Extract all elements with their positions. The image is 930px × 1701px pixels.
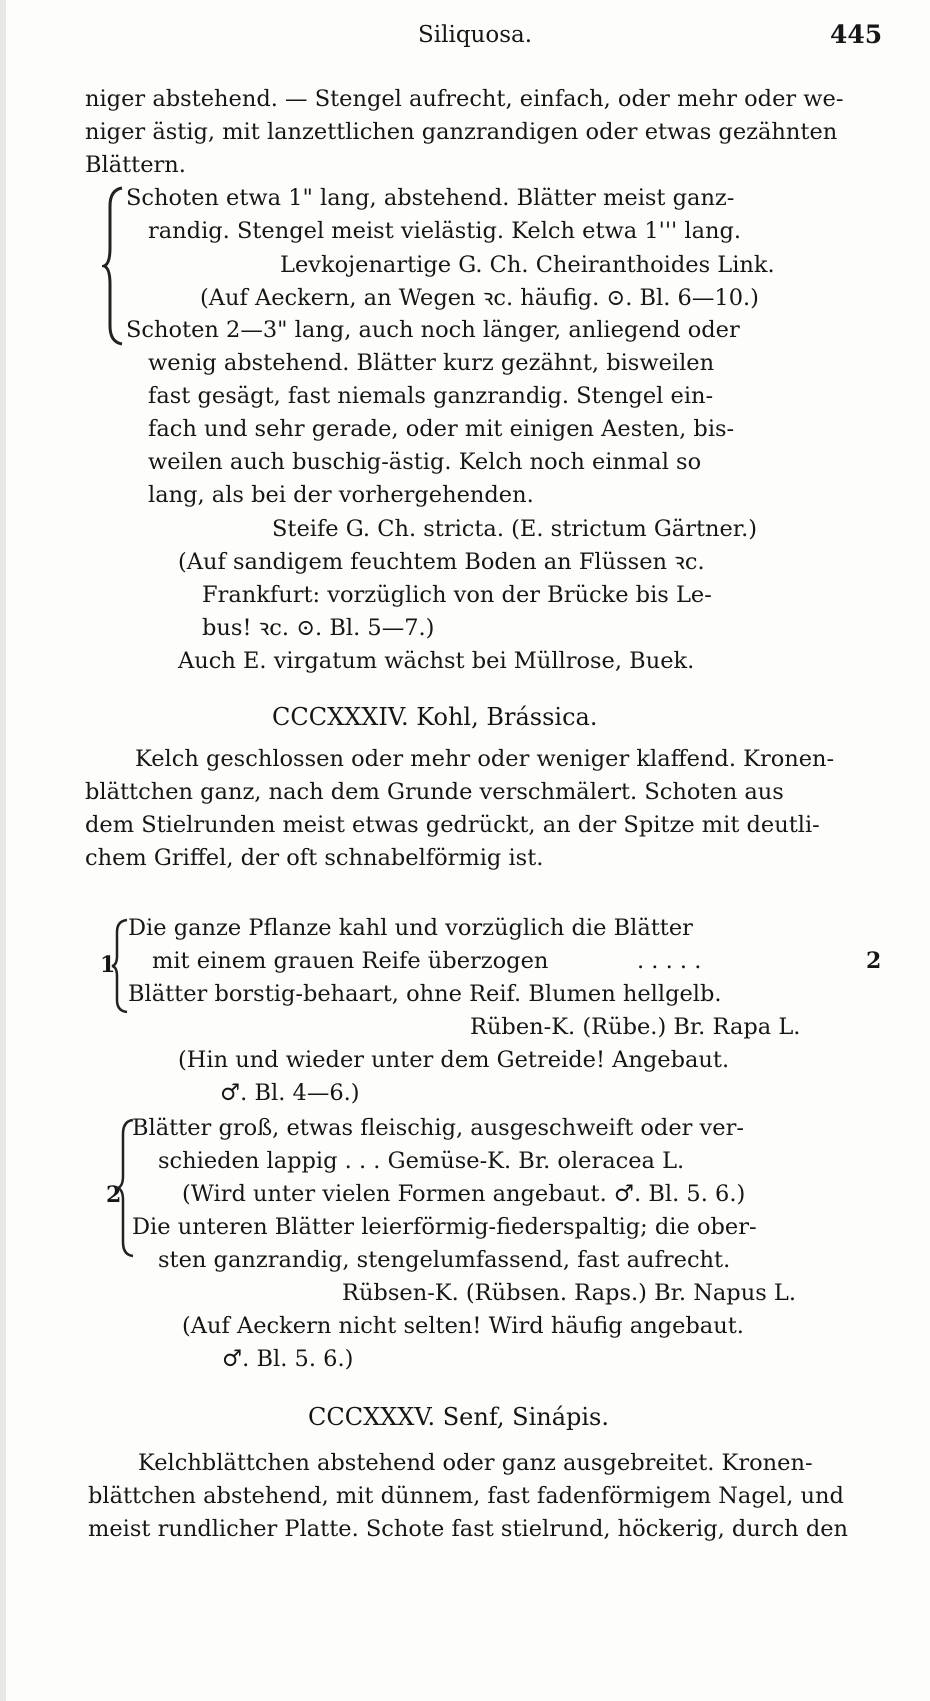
genus-heading-brassica: CCCXXXIV. Kohl, Brássica. <box>272 703 598 731</box>
habitat-note: (Auf sandigem feuchtem Boden an Flüssen ꝛc. <box>178 549 705 575</box>
species-rapa: Rüben-K. (Rübe.) Br. Rapa L. <box>470 1014 801 1040</box>
intro-line: niger abstehend. — Stengel aufrecht, einfach, oder mehr oder we- <box>85 86 844 112</box>
intro-line: Blättern. <box>85 152 186 178</box>
key-2a: schieden lappig . . . Gemüse-K. Br. oleracea L. <box>158 1148 685 1174</box>
key-reference: 2 <box>866 948 882 974</box>
habitat-note: (Hin und wieder unter dem Getreide! Angebaut. <box>178 1047 730 1073</box>
genus-description: Kelchblättchen abstehend oder ganz ausgebreitet. Kronen- <box>138 1450 813 1476</box>
distribution-note: Auch E. virgatum wächst bei Müllrose, Buek. <box>178 648 695 674</box>
habitat-note: bus! ꝛc. ⊙. Bl. 5—7.) <box>202 615 435 641</box>
key-option-b: lang, als bei der vorhergehenden. <box>148 482 534 508</box>
key-brace-erysimum <box>102 186 126 346</box>
genus-description: meist rundlicher Platte. Schote fast stielrund, höckerig, durch den <box>88 1516 849 1542</box>
genus-description: blättchen ganz, nach dem Grunde verschmälert. Schoten aus <box>85 779 784 805</box>
genus-description: Kelch geschlossen oder mehr oder weniger klaffend. Kronen- <box>135 746 835 772</box>
habitat-note: (Auf Aeckern nicht selten! Wird häufig angebaut. <box>182 1313 744 1339</box>
running-header: Siliquosa. <box>418 22 533 48</box>
key-option-b: weilen auch buschig-ästig. Kelch noch einmal so <box>148 449 702 475</box>
genus-heading-sinapis: CCCXXXV. Senf, Sinápis. <box>308 1403 609 1431</box>
habitat-note: (Auf Aeckern, an Wegen ꝛc. häufig. ⊙. Bl. 6—10.) <box>200 285 759 311</box>
habitat-note: Frankfurt: vorzüglich von der Brücke bis Le- <box>202 582 712 608</box>
key-number: 2 <box>106 1182 122 1208</box>
species-cheiranthoides: Levkojenartige G. Ch. Cheiranthoides Link. <box>280 252 775 278</box>
intro-line: niger ästig, mit lanzettlichen ganzrandigen oder etwas gezähnten <box>85 119 838 145</box>
key-option-b: fach und sehr gerade, oder mit einigen Aesten, bis- <box>148 416 735 442</box>
key-brace-1 <box>110 918 130 1014</box>
key-option-a: randig. Stengel meist vielästig. Kelch etwa 1''' lang. <box>148 218 742 244</box>
key-1a: Die ganze Pflanze kahl und vorzüglich die Blätter <box>128 915 693 941</box>
page-number: 445 <box>830 20 883 49</box>
genus-description: blättchen abstehend, mit dünnem, fast fadenförmigem Nagel, und <box>88 1483 844 1509</box>
page-edge-shadow <box>0 0 6 1701</box>
key-option-a: Schoten etwa 1" lang, abstehend. Blätter meist ganz- <box>126 185 735 211</box>
key-1b: Blätter borstig-behaart, ohne Reif. Blumen hellgelb. <box>128 981 722 1007</box>
key-number: 1 <box>100 952 116 978</box>
key-2b: sten ganzrandig, stengelumfassend, fast aufrecht. <box>158 1247 731 1273</box>
key-option-b: wenig abstehend. Blätter kurz gezähnt, bisweilen <box>148 350 715 376</box>
genus-description: chem Griffel, der oft schnabelförmig ist. <box>85 845 544 871</box>
key-option-b: fast gesägt, fast niemals ganzrandig. Stengel ein- <box>148 383 714 409</box>
key-2b: Die unteren Blätter leierförmig-fiederspaltig; die ober- <box>132 1214 757 1240</box>
key-1a: mit einem grauen Reife überzogen <box>152 948 549 974</box>
dot-leader: . . . . . <box>637 948 702 974</box>
key-option-b: Schoten 2—3" lang, auch noch länger, anliegend oder <box>126 317 740 343</box>
species-stricta: Steife G. Ch. stricta. (E. strictum Gärtner.) <box>272 516 758 542</box>
species-napus: Rübsen-K. (Rübsen. Raps.) Br. Napus L. <box>342 1280 796 1306</box>
key-2a: Blätter groß, etwas fleischig, ausgeschweift oder ver- <box>132 1115 744 1141</box>
habitat-note: ♂. Bl. 5. 6.) <box>222 1346 354 1372</box>
habitat-note: ♂. Bl. 4—6.) <box>220 1080 360 1106</box>
genus-description: dem Stielrunden meist etwas gedrückt, an der Spitze mit deutli- <box>85 812 820 838</box>
habitat-note: (Wird unter vielen Formen angebaut. ♂. Bl. 5. 6.) <box>182 1181 746 1207</box>
